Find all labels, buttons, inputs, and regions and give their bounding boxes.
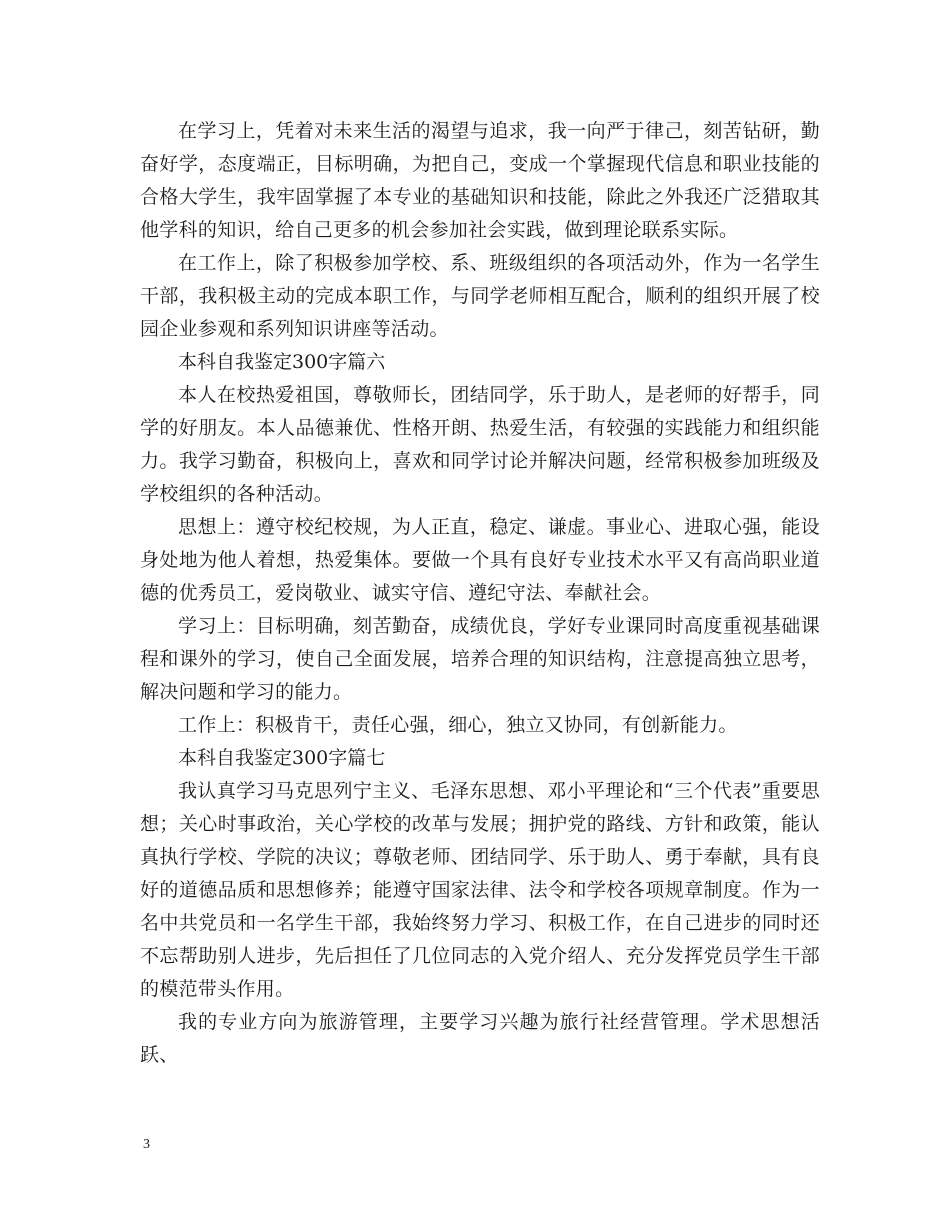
paragraph-learning: 学习上：目标明确，刻苦勤奋，成绩优良，学好专业课同时高度重视基础课程和课外的学习，使自己全面发展，培养合理的知识结构，注意提高独立思考，解决问题和学习的能力。 — [140, 615, 820, 703]
paragraph-major: 我的专业方向为旅游管理，主要学习兴趣为旅行社经营管理。学术思想活跃、 — [140, 1011, 820, 1066]
paragraph-work: 在工作上，除了积极参加学校、系、班级组织的各项活动外，作为一名学生干部，我积极主动的完成本职工作，与同学老师相互配合，顺利的组织开展了校园企业参观和系列知识讲座等活动。 — [140, 252, 820, 340]
paragraph-thought: 思想上：遵守校纪校规，为人正直，稳定、谦虚。事业心、进取心强，能设身处地为他人着想，热爱集体。要做一个具有良好专业技术水平又有高尚职业道德的优秀员工，爱岗敬业、诚实守信、遵纪守法、奉献社会。 — [140, 516, 820, 604]
paragraph-study: 在学习上，凭着对未来生活的渴望与追求，我一向严于律己，刻苦钻研，勤奋好学，态度端正，目标明确，为把自己，变成一个掌握现代信息和职业技能的合格大学生，我牢固掌握了本专业的基础知识和技能，除此之外我还广泛猎取其他学科的知识，给自己更多的机会参加社会实践，做到理论联系实际。 — [140, 120, 820, 241]
document-body — [140, 115, 820, 1072]
section-heading-six: 本科自我鉴定300字篇六 — [178, 351, 386, 373]
section-heading-seven: 本科自我鉴定300字篇七 — [178, 747, 386, 769]
page-number: 3 — [143, 1137, 150, 1152]
paragraph-political: 我认真学习马克思列宁主义、毛泽东思想、邓小平理论和“三个代表”重要思想；关心时事政治，关心学校的改革与发展；拥护党的路线、方针和政策，能认真执行学校、学院的决议；尊敬老师、团结同学、乐于助人、勇于奉献，具有良好的道德品质和思想修养；能遵守国家法律、法令和学校各项规章制度。作为一名中共党员和一名学生干部，我始终努力学习、积极工作，在自己进步的同时还不忘帮助别人进步，先后担任了几位同志的入党介绍人、充分发挥党员学生干部的模范带头作用。 — [140, 780, 820, 1000]
paragraph-working: 工作上：积极肯干，责任心强，细心，独立又协同，有创新能力。 — [178, 714, 738, 736]
paragraph-self-intro: 本人在校热爱祖国，尊敬师长，团结同学，乐于助人，是老师的好帮手，同学的好朋友。本人品德兼优、性格开朗、热爱生活，有较强的实践能力和组织能力。我学习勤奋，积极向上，喜欢和同学讨论并解决问题，经常积极参加班级及学校组织的各种活动。 — [140, 384, 820, 505]
